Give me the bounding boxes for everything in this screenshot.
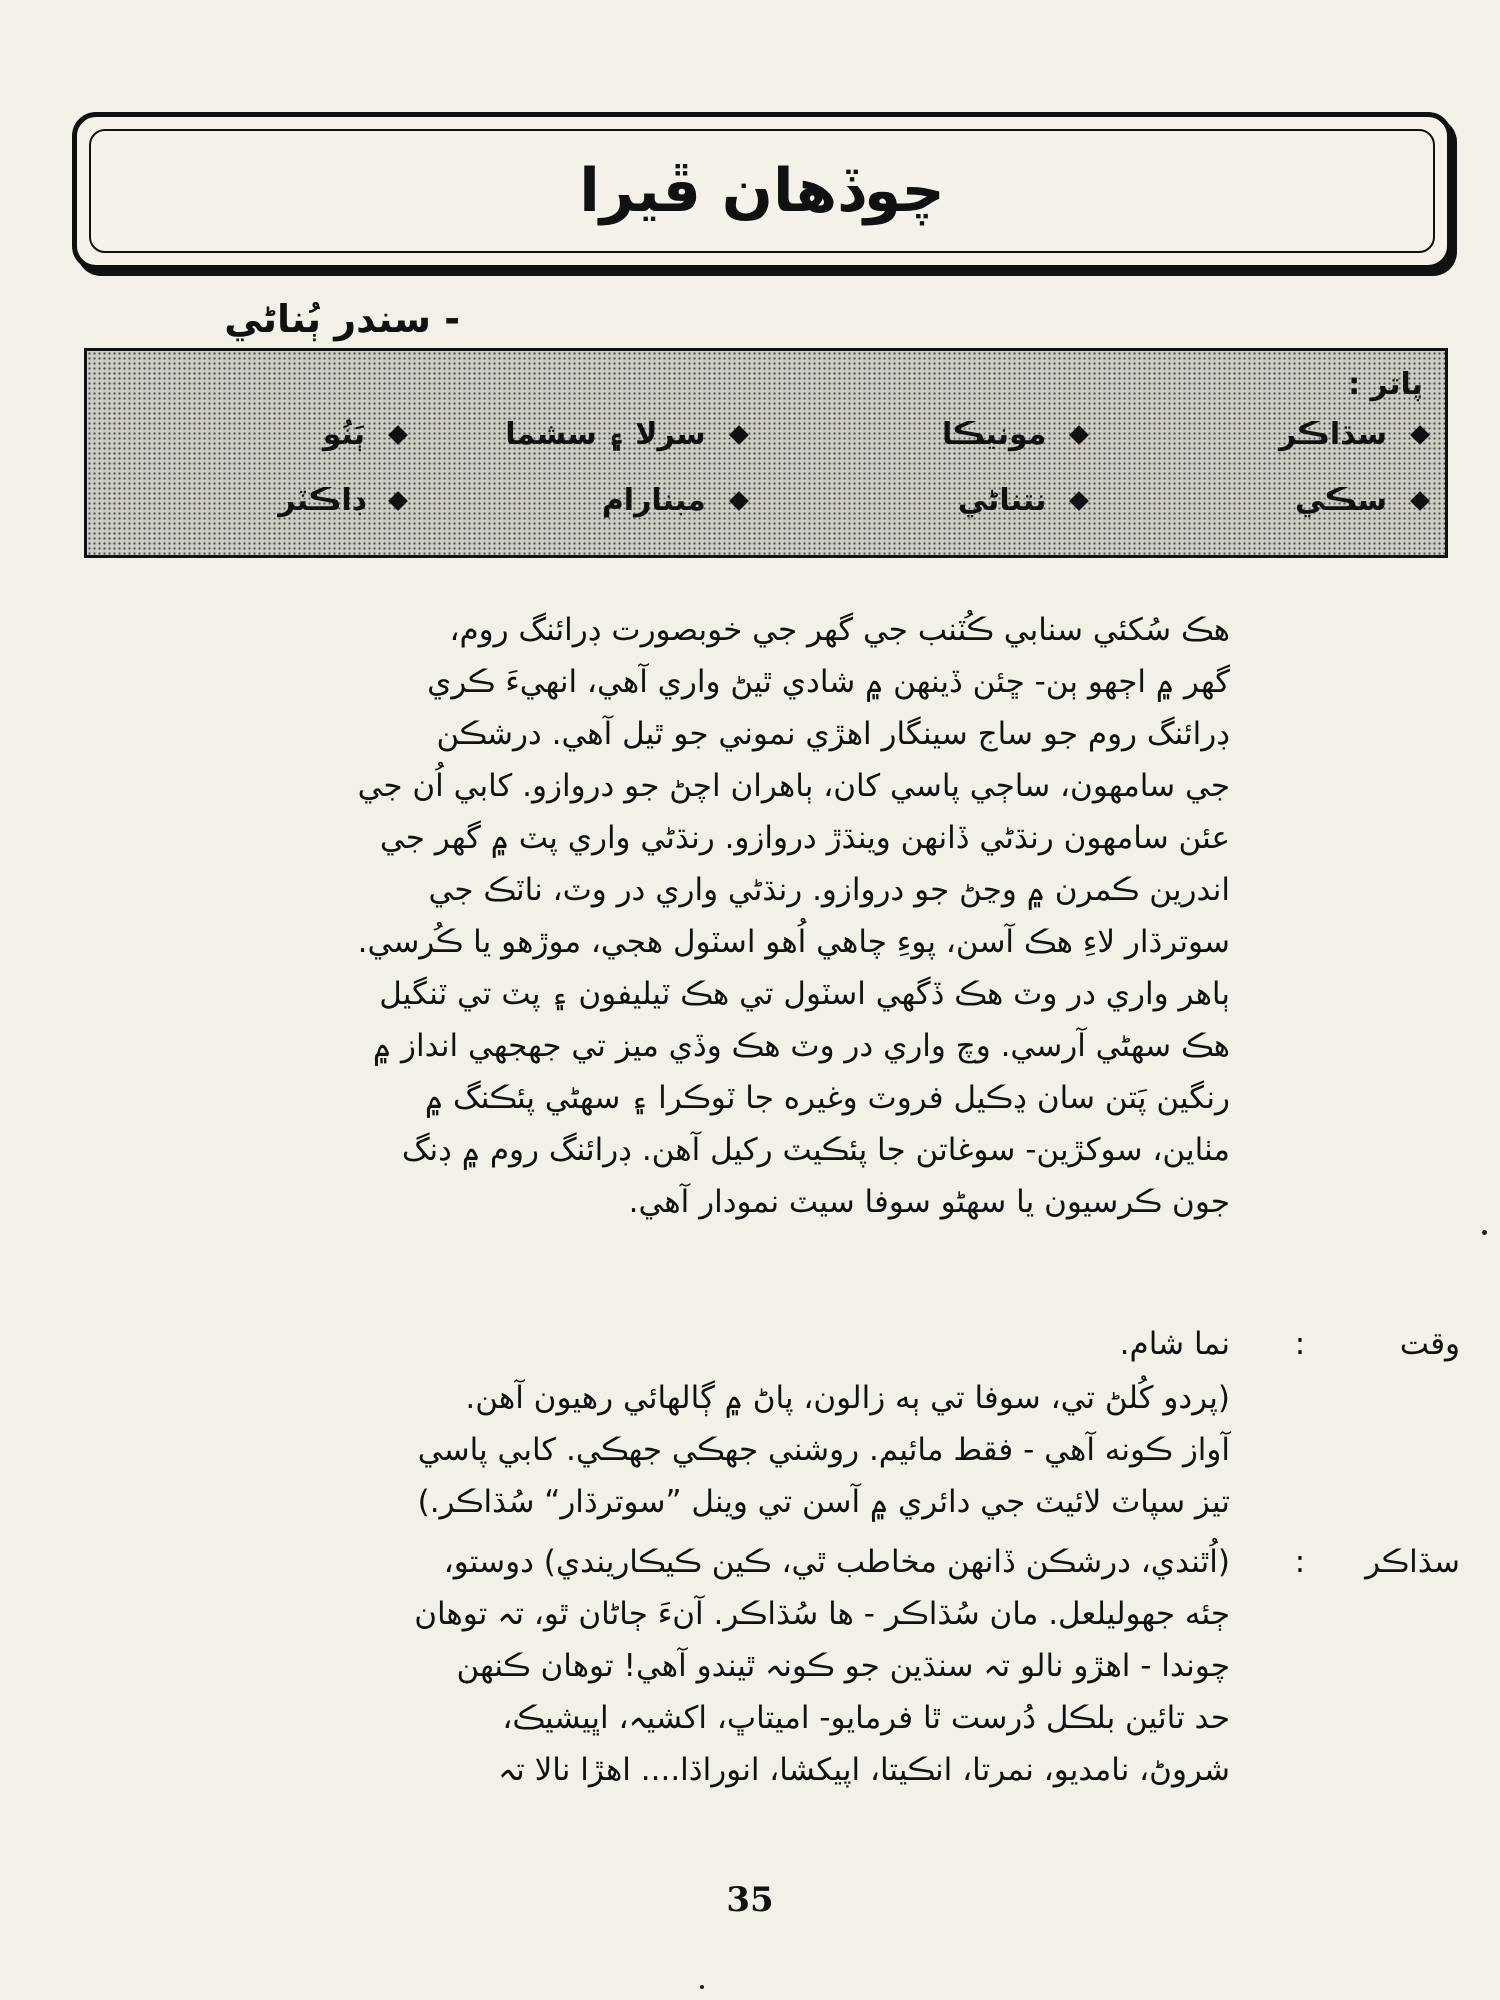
print-speck bbox=[700, 1985, 704, 1989]
title-frame bbox=[72, 112, 1452, 270]
print-speck bbox=[1482, 1230, 1487, 1235]
diamond-bullet-icon bbox=[1410, 425, 1430, 445]
character-item: سڪي bbox=[1127, 471, 1427, 531]
text-line: چوندا - اهڙو نالو تہ سنڌين جو ڪونہ ٿيندو آهي! توهان ڪنهن bbox=[456, 1648, 1230, 1684]
time-colon: : bbox=[1294, 1326, 1306, 1362]
time-label: وقت bbox=[1399, 1326, 1460, 1362]
author-name: - سندر ٻُناڻي bbox=[224, 297, 460, 341]
text-line: هڪ سُکئي سنابي ڪُٽنب جي گهر جي خوبصورت ڊرائنگ روم، bbox=[449, 612, 1230, 648]
characters-box bbox=[84, 348, 1448, 558]
characters-row-2 bbox=[105, 471, 1427, 531]
diamond-bullet-icon bbox=[1069, 425, 1089, 445]
chapter-title: چوڏهان ڦيرا bbox=[579, 156, 945, 226]
time-entry bbox=[80, 1318, 1460, 1370]
characters-row-1 bbox=[105, 405, 1427, 465]
dialogue-text bbox=[80, 1536, 1230, 1796]
page-number: 35 bbox=[726, 1880, 774, 1920]
text-line: گهر ۾ اڄهو ٻن- ڇئن ڏينهن ۾ شادي ٿيڻ واري آهي، انهيءَ ڪري bbox=[427, 664, 1230, 700]
text-line: آواز ڪونه آهي - فقط مائيم. روشني جهڪي جهڪي. کابي پاسي bbox=[417, 1432, 1230, 1468]
text-line: جي سامهون، ساڄي پاسي کان، ٻاهران اچڻ جو دروازو. کابي اُن جي bbox=[357, 768, 1230, 804]
character-item: سڌاڪر bbox=[1127, 405, 1427, 465]
text-line: اندرين ڪمرن ۾ وڃڻ جو دروازو. رنڌڻي واري در وٽ، ناٽڪ جي bbox=[428, 872, 1230, 908]
setting-description bbox=[80, 604, 1230, 1228]
text-line: حد تائين بلڪل دُرست ٿا فرمايو- اميتاڀ، اکشيہ، اڀيشيڪ، bbox=[502, 1700, 1230, 1736]
text-line: مٺاين، سوکڙين- سوغاتن جا پئڪيٽ رکيل آهن. ڊرائنگ روم ۾ ڊنگ bbox=[401, 1132, 1230, 1168]
stage-direction bbox=[80, 1372, 1230, 1528]
text-line: (پردو کُلڻ تي، سوفا تي ٻه زالون، پاڻ ۾ ڳالهائي رهيون آهن. bbox=[465, 1380, 1230, 1416]
characters-label: پاتر : bbox=[1348, 367, 1423, 402]
text-line: رنگين پَتن سان ڍڪيل فروٽ وغيره جا ٽوڪرا ۽ سهڻي پئڪنگ ۾ bbox=[424, 1080, 1230, 1116]
character-item: ڊاڪٽر bbox=[105, 471, 405, 531]
text-line: سوترڌار لاءِ هڪ آسن، پوءِ چاهي اُهو اسٽول هجي، موڙهو يا ڪُرسي. bbox=[357, 924, 1230, 960]
speaker-name: سڌاڪر bbox=[1365, 1544, 1460, 1580]
time-text: نما شام. bbox=[1119, 1326, 1230, 1362]
text-line: ٻاهر واري در وٽ هڪ ڏگهي اسٽول تي هڪ ٽيليفون ۽ پٽ تي ٽنگيل bbox=[379, 976, 1230, 1012]
character-item: مونيڪا bbox=[786, 405, 1086, 465]
text-line: شروڻ، نامديو، نمرتا، انڪيتا، اپيکشا، انوراڌا.... اهڙا نالا تہ bbox=[497, 1752, 1230, 1788]
diamond-bullet-icon bbox=[1410, 491, 1430, 511]
text-line: ڄئه جهوليلعل. مان سُڌاڪر - ها سُڌاڪر. آنءَ ڄاڻان ٿو، تہ توهان bbox=[414, 1596, 1230, 1632]
text-line: (اُٿندي، درشڪن ڏانهن مخاطب ٿي، ڪين ڪيڪاريندي) دوستو، bbox=[443, 1544, 1230, 1580]
text-line: هڪ سهڻي آرسي. وچ واري در وٽ هڪ وڏي ميز تي جهجهي انداز ۾ bbox=[373, 1028, 1230, 1064]
character-item: ٻَنُو bbox=[105, 405, 405, 465]
diamond-bullet-icon bbox=[729, 491, 749, 511]
text-line: ڊرائنگ روم جو ساج سينگار اهڙي نموني جو ٿيل آهي. درشڪن bbox=[436, 716, 1230, 752]
character-item: مبنارام bbox=[446, 471, 746, 531]
speaker-colon: : bbox=[1294, 1544, 1306, 1580]
title-inner-frame bbox=[89, 129, 1435, 253]
diamond-bullet-icon bbox=[388, 425, 408, 445]
diamond-bullet-icon bbox=[729, 425, 749, 445]
text-line: جون ڪرسيون يا سهڻو سوفا سيٽ نمودار آهي. bbox=[628, 1184, 1230, 1220]
text-line: عئن سامهون رنڌڻي ڏانهن وينڌڙ دروازو. رنڌڻي واري پٽ ۾ گهر جي bbox=[379, 820, 1230, 856]
character-item: نتناڻي bbox=[786, 471, 1086, 531]
diamond-bullet-icon bbox=[1069, 491, 1089, 511]
diamond-bullet-icon bbox=[388, 491, 408, 511]
character-item: سرلا ۽ سشما bbox=[446, 405, 746, 465]
text-line: تيز سپاٽ لائيٽ جي دائري ۾ آسن تي وينل ”سوترڌار“ سُڌاڪر.) bbox=[417, 1484, 1230, 1520]
dialogue-entry bbox=[80, 1536, 1460, 1806]
